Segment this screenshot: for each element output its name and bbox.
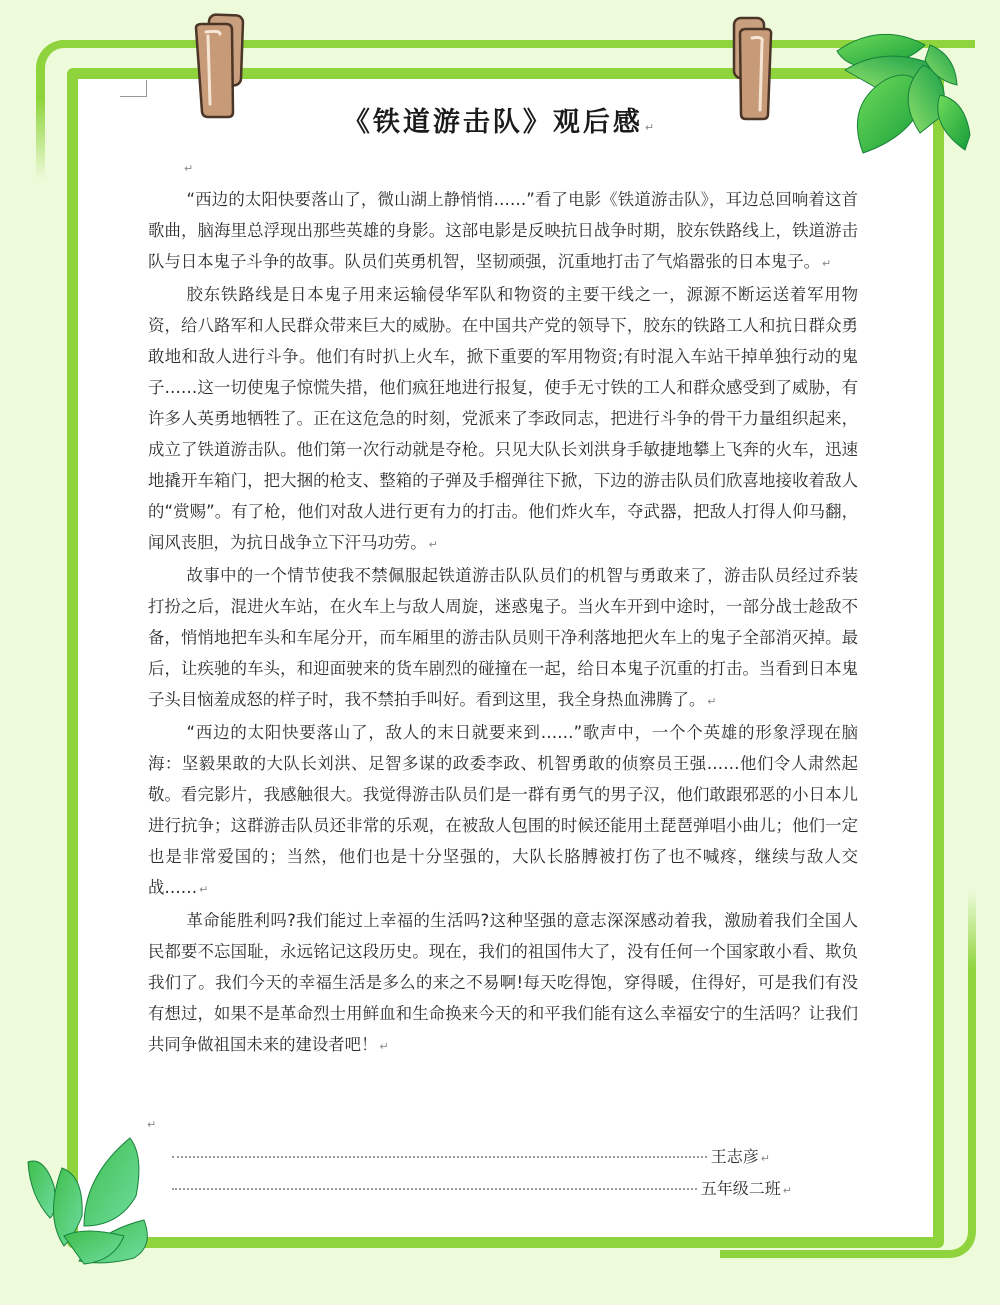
title-text: 《铁道游击队》观后感: [342, 107, 643, 138]
signature-class-line: [172, 1176, 792, 1199]
paragraph: 革命能胜利吗?我们能过上幸福的生活吗?这种坚强的意志深深感动着我，激励着我们全国人民都要不忘国耻，永远铭记这段历史。现在，我们的祖国伟大了，没有任何一个国家敢小看、欺负我们了。我们今天的幸福生活是多么的来之不易啊!每天吃得饱，穿得暖，住得好，可是我们有没有想过，如果不是革命烈士用鲜血和生命换来今天的和平我们能有这么幸福安宁的生活吗？让我们共同争做祖国未来的建设者吧！ ↵: [148, 911, 858, 1054]
signature-class: 五年级二班: [700, 1179, 781, 1198]
paragraph: 胶东铁路线是日本鬼子用来运输侵华军队和物资的主要干线之一，源源不断运送着军用物资，给八路军和人民群众带来巨大的威胁。在中国共产党的领导下，胶东的铁路工人和抗日群众勇敢地和敌人进行斗争。他们有时扒上火车，掀下重要的军用物资;有时混入车站干掉单独行动的鬼子……这一切使鬼子惊慌失措，他们疯狂地进行报复，使手无寸铁的工人和群众感受到了威胁，有许多人英勇地牺牲了。正在这危急的时刻，党派来了李政同志，把进行斗争的骨干力量组织起来，成立了铁道游击队。他们第一次行动就是夺枪。只见大队长刘洪身手敏捷地攀上飞奔的火车，迅速地撬开车箱门，把大捆的枪支、整箱的子弹及手榴弹往下掀，下边的游击队员们欣喜地接收着敌人的“赏赐”。有了枪，他们对敌人进行更有力的打击。他们炸火车，夺武器，把敌人打得人仰马翻，闻风丧胆，为抗日战争立下汗马功劳。 ↵: [148, 285, 858, 552]
paragraph-mark-icon: ↵: [760, 1152, 770, 1165]
paper-clip-icon: [190, 12, 248, 120]
paragraph-mark-icon: ↵: [822, 257, 832, 270]
signature-author-line: [172, 1144, 770, 1167]
paragraph: “西边的太阳快要落山了，敌人的末日就要来到……”歌声中，一个个英雄的形象浮现在脑海：坚毅果敢的大队长刘洪、足智多谋的政委李政、机智勇敢的侦察员王强……他们令人肃然起敬。看完影片，我感触很大。我觉得游击队员们是一群有勇气的男子汉，他们敢跟邪恶的小日本儿进行抗争；这群游击队员还非常的乐观，在被敌人包围的时候还能用土琵琶弹唱小曲儿；他们一定也是非常爱国的；当然，他们也是十分坚强的，大队长胳膊被打伤了也不喊疼，继续与敌人交战…… ↵: [148, 723, 858, 897]
essay-body: [148, 184, 858, 1062]
dotted-leader: [172, 1156, 707, 1158]
leaf-cluster-icon: [825, 25, 975, 160]
paragraph-mark-icon: ↵: [184, 162, 194, 175]
paragraph-mark-icon: ↵: [379, 1040, 389, 1053]
paragraph-mark-icon: ↵: [707, 695, 717, 708]
paper-clip-icon: [730, 16, 782, 122]
leaf-cluster-icon: [24, 1136, 166, 1266]
paragraph-mark-icon: ↵: [147, 1118, 157, 1131]
dotted-leader: [172, 1188, 697, 1190]
margin-corner-mark: [120, 80, 147, 97]
paragraph-mark-icon: ↵: [782, 1184, 792, 1197]
signature-author: 王志彦: [710, 1147, 759, 1166]
paragraph: “西边的太阳快要落山了，微山湖上静悄悄……”看了电影《铁道游击队》，耳边总回响着这首歌曲，脑海里总浮现出那些英雄的身影。这部电影是反映抗日战争时期，胶东铁路线上，铁道游击队与日本鬼子斗争的故事。队员们英勇机智，坚韧顽强，沉重地打击了气焰嚣张的日本鬼子。 ↵: [148, 190, 858, 271]
paragraph-mark-icon: ↵: [199, 883, 209, 896]
paragraph: 故事中的一个情节使我不禁佩服起铁道游击队队员们的机智与勇敢来了，游击队员经过乔装打扮之后，混进火车站，在火车上与敌人周旋，迷惑鬼子。当火车开到中途时，一部分战士趁敌不备，悄悄地把车头和车尾分开，而车厢里的游击队员则干净利落地把火车上的鬼子全部消灭掉。最后，让疾驰的车头，和迎面驶来的货车剧烈的碰撞在一起，给日本鬼子沉重的打击。当看到日本鬼子头目恼羞成怒的样子时，我不禁拍手叫好。看到这里，我全身热血沸腾了。 ↵: [148, 566, 858, 709]
paragraph-mark-icon: ↵: [644, 121, 658, 134]
paragraph-mark-icon: ↵: [428, 538, 438, 551]
